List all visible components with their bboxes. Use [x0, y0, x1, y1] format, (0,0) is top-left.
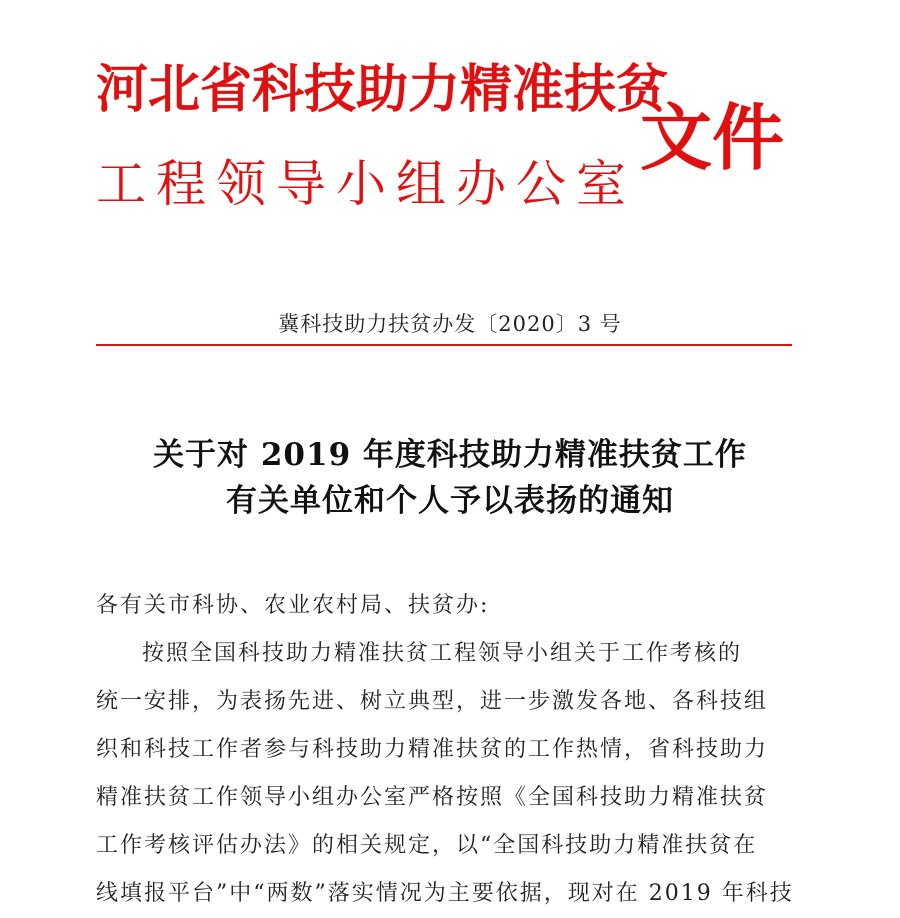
- title-line-1: 关于对 2019 年度科技助力精准扶贫工作: [153, 437, 747, 473]
- body-line: 按照全国科技助力精准扶贫工程领导小组关于工作考核的: [142, 641, 743, 666]
- addressee: 各有关市科协、农业农村局、扶贫办:: [96, 593, 490, 618]
- notice-title: [0, 432, 900, 524]
- org-name-line-2: 工程领导小组办公室: [96, 155, 636, 213]
- document-number: 冀科技助力扶贫办发〔2020〕3 号: [278, 312, 622, 336]
- header-divider: [96, 344, 792, 346]
- body-line: 线填报平台”中“两数”落实情况为主要依据，现对在 2019 年科技: [96, 881, 794, 906]
- notice-body: [96, 582, 796, 918]
- document-type-label: 文件: [640, 96, 785, 180]
- body-line: 精准扶贫工作领导小组办公室严格按照《全国科技助力精准扶贫: [96, 785, 769, 810]
- title-line-2: 有关单位和个人予以表扬的通知: [226, 483, 674, 519]
- body-line: 织和科技工作者参与科技助力精准扶贫的工作热情，省科技助力: [96, 737, 769, 762]
- org-name-line-1: 河北省科技助力精准扶贫: [96, 60, 669, 120]
- issuing-organization: [96, 60, 669, 214]
- body-line: 工作考核评估办法》的相关规定，以“全国科技助力精准扶贫在: [96, 833, 758, 858]
- body-line: 统一安排，为表扬先进、树立典型，进一步激发各地、各科技组: [96, 689, 769, 714]
